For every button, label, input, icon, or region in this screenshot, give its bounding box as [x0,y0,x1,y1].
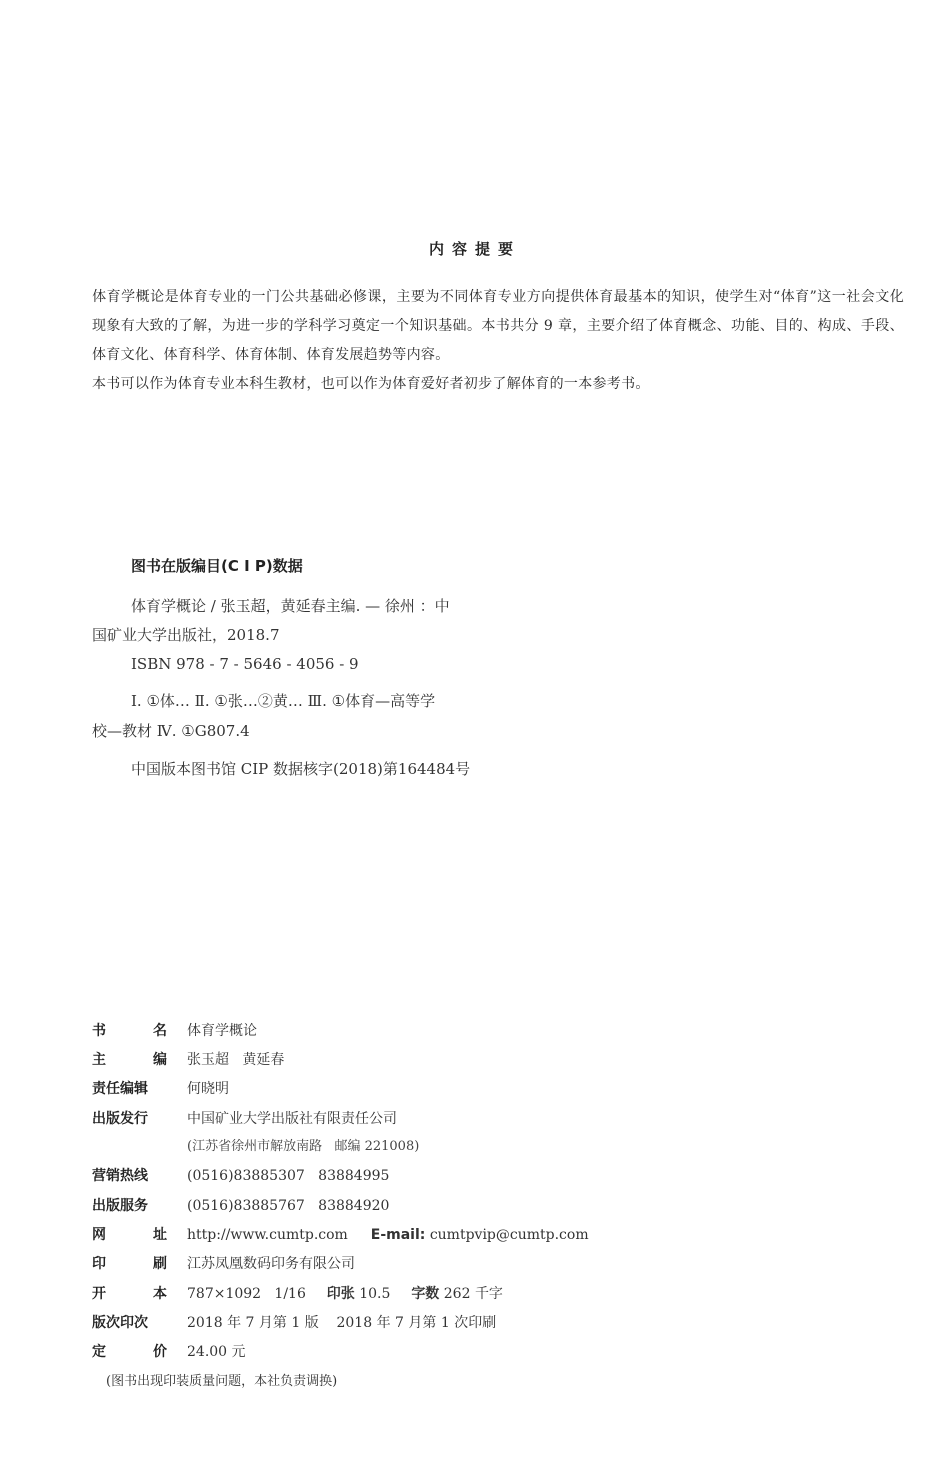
printer-label [92,1252,167,1276]
book-name-label-char-1: 书 [92,1023,106,1039]
words-label: 字数 [411,1286,440,1302]
service-label: 出版服务 [92,1198,148,1214]
sheets-value: 10.5 [359,1286,391,1302]
printer-label-char-1: 印 [92,1256,106,1272]
cip-line-3: ISBN 978 - 7 - 5646 - 4056 - 9 [131,655,359,673]
price-value: 24.00 元 [187,1344,246,1360]
book-name-label [92,1019,167,1043]
publisher-value: 中国矿业大学出版社有限责任公司 [187,1111,397,1127]
cip-line-6: 中国版本图书馆 CIP 数据核字(2018)第164484号 [131,760,471,778]
email-link[interactable]: cumtpvip@cumtp.com [429,1227,589,1243]
summary-paragraph-1-text: 体育学概论是体育专业的一门公共基础必修课，主要为不同体育专业方向提供体育最基本的知识，使学生对“体育”这一社会文化现象有大致的了解，为进一步的学科学习奠定一个知识基础。本书共分 9 章，主要介绍了体育概念、功能、目的、构成、手段、体育文化、体育科学、体育体制、体育发展趋势等内容。 [92,289,904,363]
editor-label-char-2: 编 [153,1052,167,1068]
edition-label: 版次印次 [92,1315,148,1331]
editor-value: 张玉超 黄延春 [187,1052,285,1068]
responsible-editor-value: 何晓明 [187,1081,229,1097]
email-label: E-mail: [370,1227,426,1243]
cip-line-2: 国矿业大学出版社，2018.7 [92,626,280,644]
website-label-char-2: 址 [153,1227,167,1243]
marketing-value: (0516)83885307 83884995 [187,1168,390,1184]
edition-value: 2018 年 7 月第 1 版 2018 年 7 月第 1 次印刷 [187,1315,497,1331]
words-value: 262 千字 [443,1286,503,1302]
format-details [187,1282,503,1306]
summary-paragraph-2 [92,370,904,399]
website-and-email [187,1223,589,1247]
service-value: (0516)83885767 83884920 [187,1198,390,1214]
summary-paragraph-2-text: 本书可以作为体育专业本科生教材，也可以作为体育爱好者初步了解体育的一本参考书。 [92,376,650,392]
publisher-address: (江苏省徐州市解放南路 邮编 221008) [187,1139,420,1154]
format-label-char-1: 开 [92,1286,106,1302]
website-link[interactable]: http://www.cumtp.com [187,1227,348,1243]
quality-note: (图书出现印装质量问题，本社负责调换) [106,1374,338,1389]
price-label-char-2: 价 [153,1344,167,1360]
printer-value: 江苏凤凰数码印务有限公司 [187,1256,355,1272]
price-label [92,1340,167,1364]
responsible-editor-label: 责任编辑 [92,1081,148,1097]
summary-paragraph-1 [92,283,904,370]
publisher-label: 出版发行 [92,1111,148,1127]
price-label-char-1: 定 [92,1344,106,1360]
editor-label [92,1048,167,1072]
summary-title: 内容提要 [428,240,521,258]
editor-label-char-1: 主 [92,1052,106,1068]
website-label-char-1: 网 [92,1227,106,1243]
cip-line-5: 校—教材 Ⅳ. ①G807.4 [92,722,250,740]
website-label [92,1223,167,1247]
format-value: 787×1092 1/16 [187,1286,306,1302]
cip-line-1: 体育学概论 / 张玉超，黄延春主编. — 徐州 ：中 [131,597,450,615]
cip-heading: 图书在版编目(C I P)数据 [131,557,303,575]
marketing-label: 营销热线 [92,1168,148,1184]
book-name-value: 体育学概论 [187,1023,257,1039]
format-label-char-2: 本 [153,1286,167,1302]
book-name-label-char-2: 名 [153,1023,167,1039]
sheets-label: 印张 [326,1286,355,1302]
printer-label-char-2: 刷 [153,1256,167,1272]
format-label [92,1282,167,1306]
cip-line-4: Ⅰ. ①体… Ⅱ. ①张…②黄… Ⅲ. ①体育—高等学 [131,692,436,710]
